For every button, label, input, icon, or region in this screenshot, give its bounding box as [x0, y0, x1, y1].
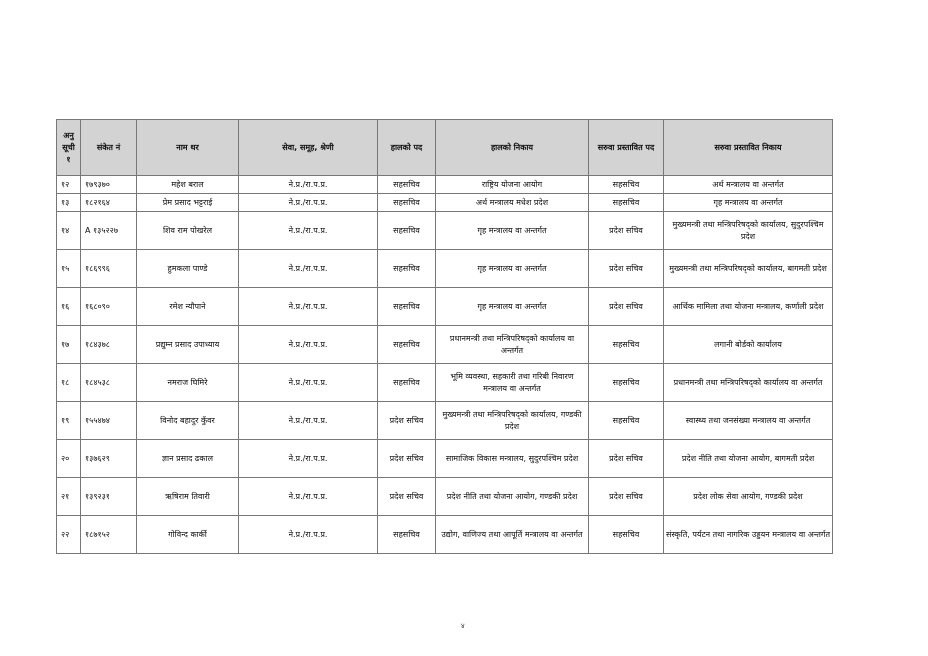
cell-proposed-post: सहसचिव	[589, 194, 664, 212]
table-row	[57, 440, 833, 478]
cell-current-post: सहसचिव	[378, 516, 436, 554]
cell-service: ने.प्र./रा.प.प्र.	[239, 516, 378, 554]
cell-code: १८४५३८	[81, 364, 137, 402]
cell-proposed-office: लगानी बोर्डको कार्यालय	[664, 326, 833, 364]
cell-service: ने.प्र./रा.प.प्र.	[239, 440, 378, 478]
cell-proposed-post: प्रदेश सचिव	[589, 250, 664, 288]
table-row	[57, 288, 833, 326]
cell-service: ने.प्र./रा.प.प्र.	[239, 212, 378, 250]
cell-current-office: गृह मन्त्रालय वा अन्तर्गत	[436, 212, 589, 250]
col-header-proposed-office: सरुवा प्रस्तावित निकाय	[664, 120, 833, 176]
transfer-table	[56, 119, 833, 554]
cell-current-post: प्रदेश सचिव	[378, 478, 436, 516]
cell-proposed-post: प्रदेश सचिव	[589, 212, 664, 250]
cell-name: हुमकला पाण्डे	[137, 250, 239, 288]
cell-name: प्रेम प्रसाद भट्टराई	[137, 194, 239, 212]
table-row	[57, 402, 833, 440]
cell-proposed-post: सहसचिव	[589, 326, 664, 364]
table-row	[57, 326, 833, 364]
cell-name: विनोद बहादुर कुँवर	[137, 402, 239, 440]
cell-proposed-post: प्रदेश सचिव	[589, 440, 664, 478]
cell-current-post: सहसचिव	[378, 250, 436, 288]
cell-proposed-office: संस्कृति, पर्यटन तथा नागरिक उड्डयन मन्त्रालय वा अन्तर्गत	[664, 516, 833, 554]
cell-serial: १३	[57, 194, 81, 212]
cell-name: ज्ञान प्रसाद ढकाल	[137, 440, 239, 478]
col-header-name: नाम थर	[137, 120, 239, 176]
cell-current-post: सहसचिव	[378, 288, 436, 326]
cell-current-office: प्रधानमन्त्री तथा मन्त्रिपरिषद्को कार्यालय वा अन्तर्गत	[436, 326, 589, 364]
cell-proposed-office: मुख्यमन्त्री तथा मन्त्रिपरिषद्को कार्यालय, बागमती प्रदेश	[664, 250, 833, 288]
cell-name: रमेश न्यौपाने	[137, 288, 239, 326]
cell-current-post: सहसचिव	[378, 194, 436, 212]
cell-current-post: सहसचिव	[378, 326, 436, 364]
cell-name: शिव राम पोखरेल	[137, 212, 239, 250]
cell-code: १३९२३१	[81, 478, 137, 516]
cell-proposed-post: प्रदेश सचिव	[589, 288, 664, 326]
cell-service: ने.प्र./रा.प.प्र.	[239, 402, 378, 440]
cell-serial: १५	[57, 250, 81, 288]
cell-current-office: अर्थ मन्त्रालय मधेश प्रदेश	[436, 194, 589, 212]
cell-proposed-post: सहसचिव	[589, 402, 664, 440]
table-row	[57, 194, 833, 212]
cell-proposed-office: प्रदेश नीति तथा योजना आयोग, बागमती प्रदेश	[664, 440, 833, 478]
cell-code: १७९३७०	[81, 176, 137, 194]
cell-proposed-office: प्रदेश लोक सेवा आयोग, गण्डकी प्रदेश	[664, 478, 833, 516]
cell-current-office: सामाजिक विकास मन्त्रालय, सुदुरपश्चिम प्रदेश	[436, 440, 589, 478]
cell-proposed-office: आर्थिक मामिला तथा योजना मन्त्रालय, कर्णाली प्रदेश	[664, 288, 833, 326]
cell-service: ने.प्र./रा.प.प्र.	[239, 364, 378, 402]
cell-current-post: प्रदेश सचिव	[378, 402, 436, 440]
col-header-current-office: हालको निकाय	[436, 120, 589, 176]
cell-proposed-post: सहसचिव	[589, 516, 664, 554]
cell-proposed-post: सहसचिव	[589, 364, 664, 402]
cell-code: १६८०९०	[81, 288, 137, 326]
cell-proposed-post: प्रदेश सचिव	[589, 478, 664, 516]
cell-code: १८२१६४	[81, 194, 137, 212]
page-number: ४	[461, 622, 465, 630]
cell-current-post: सहसचिव	[378, 364, 436, 402]
cell-serial: २२	[57, 516, 81, 554]
col-header-proposed-post: सरुवा प्रस्तावित पद	[589, 120, 664, 176]
cell-name: गोविन्द कार्की	[137, 516, 239, 554]
cell-current-office: राष्ट्रिय योजना आयोग	[436, 176, 589, 194]
table-row	[57, 478, 833, 516]
table-row	[57, 516, 833, 554]
cell-serial: १४	[57, 212, 81, 250]
table-row	[57, 176, 833, 194]
cell-current-office: मुख्यमन्त्री तथा मन्त्रिपरिषद्को कार्यालय, गण्डकी प्रदेश	[436, 402, 589, 440]
cell-service: ने.प्र./रा.प.प्र.	[239, 326, 378, 364]
cell-serial: १७	[57, 326, 81, 364]
cell-current-post: सहसचिव	[378, 176, 436, 194]
cell-service: ने.प्र./रा.प.प्र.	[239, 194, 378, 212]
cell-serial: १८	[57, 364, 81, 402]
cell-service: ने.प्र./रा.प.प्र.	[239, 288, 378, 326]
cell-name: नमराज घिमिरे	[137, 364, 239, 402]
cell-serial: १९	[57, 402, 81, 440]
col-header-service: सेवा, समूह, श्रेणी	[239, 120, 378, 176]
cell-service: ने.प्र./रा.प.प्र.	[239, 478, 378, 516]
table-row	[57, 212, 833, 250]
cell-current-office: गृह मन्त्रालय वा अन्तर्गत	[436, 250, 589, 288]
cell-serial: २०	[57, 440, 81, 478]
table-header-row	[57, 120, 833, 176]
cell-current-post: प्रदेश सचिव	[378, 440, 436, 478]
cell-name: महेश बराल	[137, 176, 239, 194]
cell-proposed-office: मुख्यमन्त्री तथा मन्त्रिपरिषद्को कार्यालय, सुदुरपश्चिम प्रदेश	[664, 212, 833, 250]
cell-name: ऋषिराम तिवारी	[137, 478, 239, 516]
cell-current-post: सहसचिव	[378, 212, 436, 250]
cell-proposed-office: प्रधानमन्त्री तथा मन्त्रिपरिषद्को कार्यालय वा अन्तर्गत	[664, 364, 833, 402]
col-header-code: संकेत नं	[81, 120, 137, 176]
cell-code: १५५४७४	[81, 402, 137, 440]
cell-proposed-office: अर्थ मन्त्रालय वा अन्तर्गत	[664, 176, 833, 194]
cell-serial: २१	[57, 478, 81, 516]
cell-proposed-post: सहसचिव	[589, 176, 664, 194]
table-row	[57, 364, 833, 402]
cell-current-office: प्रदेश नीति तथा योजना आयोग, गण्डकी प्रदेश	[436, 478, 589, 516]
cell-code: १८४३७८	[81, 326, 137, 364]
cell-serial: १६	[57, 288, 81, 326]
cell-service: ने.प्र./रा.प.प्र.	[239, 176, 378, 194]
cell-proposed-office: गृह मन्त्रालय वा अन्तर्गत	[664, 194, 833, 212]
cell-code: १८६९९६	[81, 250, 137, 288]
col-header-serial: अनु सूची १	[57, 120, 81, 176]
cell-current-office: उद्योग, वाणिज्य तथा आपूर्ति मन्त्रालय वा अन्तर्गत	[436, 516, 589, 554]
cell-proposed-office: स्वास्थ्य तथा जनसंख्या मन्त्रालय वा अन्तर्गत	[664, 402, 833, 440]
cell-name: प्रद्युम्न प्रसाद उपाध्याय	[137, 326, 239, 364]
cell-code: १३७६२९	[81, 440, 137, 478]
cell-code: A १३५२२७	[81, 212, 137, 250]
cell-serial: १२	[57, 176, 81, 194]
cell-service: ने.प्र./रा.प.प्र.	[239, 250, 378, 288]
table-row	[57, 250, 833, 288]
cell-current-office: भूमि व्यवस्था, सहकारी तथा गरिबी निवारण मन्त्रालय वा अन्तर्गत	[436, 364, 589, 402]
col-header-current-post: हालको पद	[378, 120, 436, 176]
cell-current-office: गृह मन्त्रालय वा अन्तर्गत	[436, 288, 589, 326]
cell-code: १८७१५२	[81, 516, 137, 554]
